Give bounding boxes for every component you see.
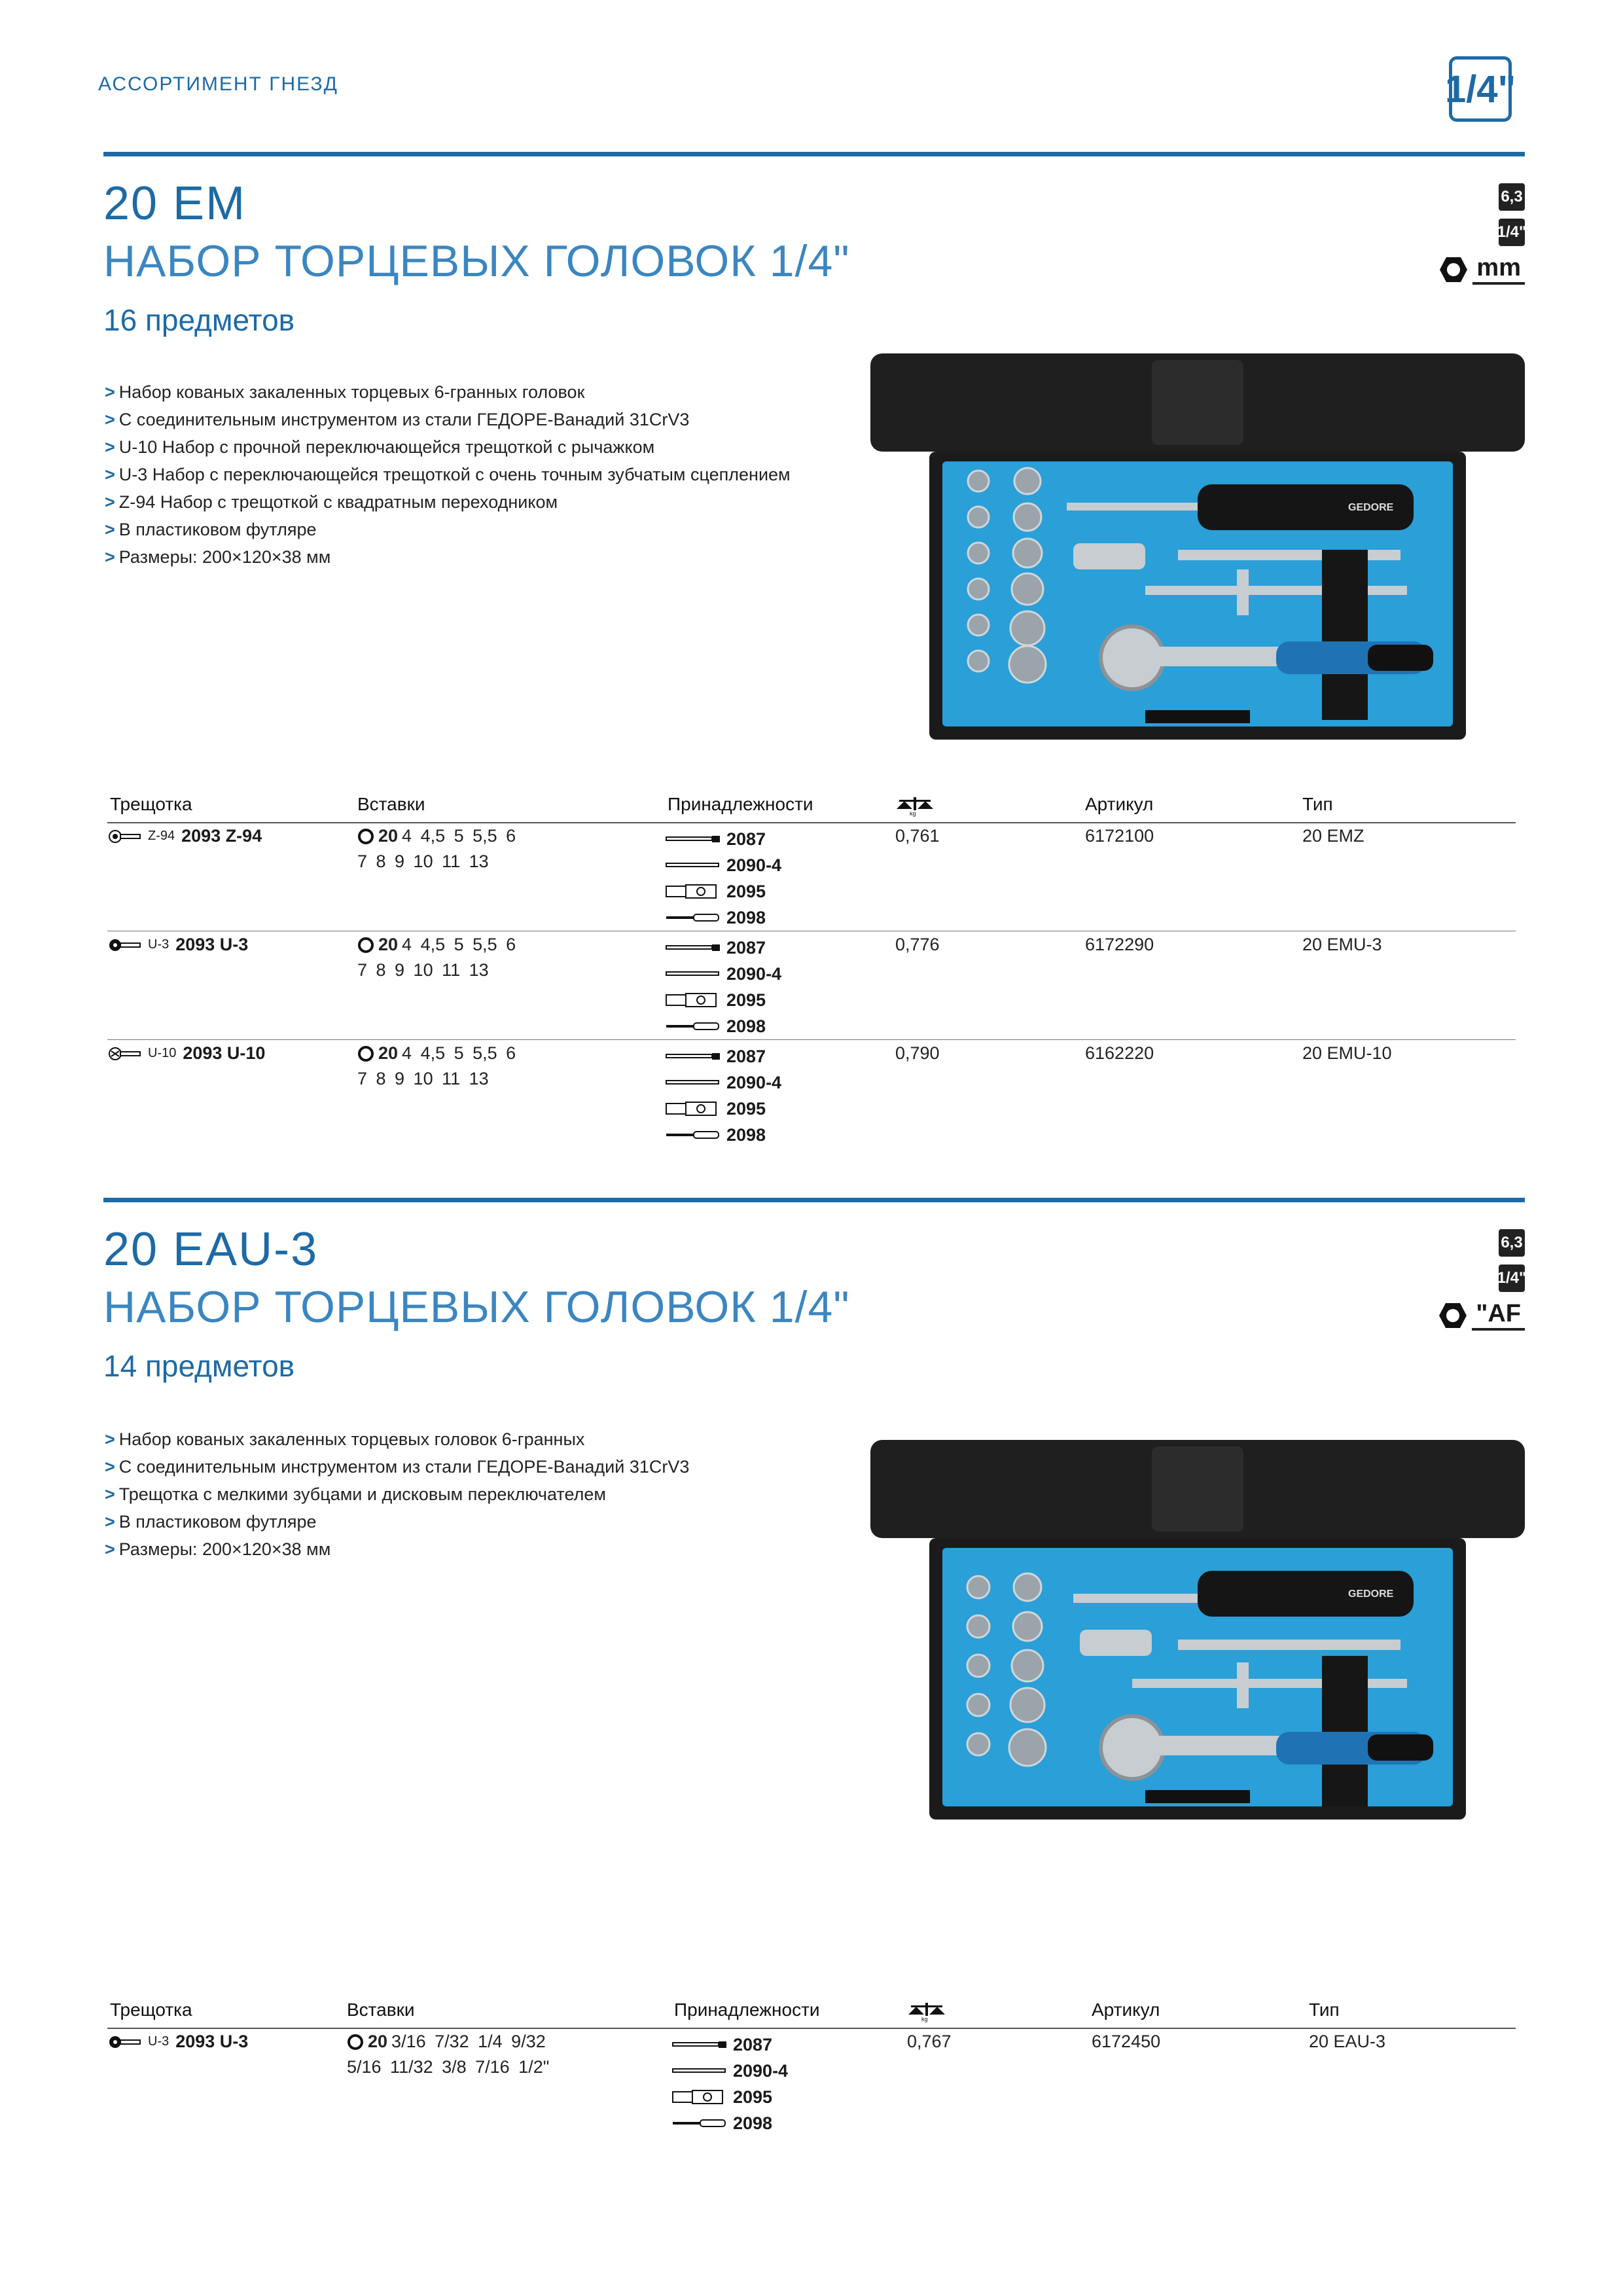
feature-item: > U-3 Набор с переключающейся трещоткой с очень точным зубчатым сцеплением	[105, 465, 791, 484]
col-accessories: Принадлежности	[674, 2000, 820, 2020]
col-type: Тип	[1309, 2000, 1340, 2020]
ratchet-icon	[109, 829, 141, 844]
drive-chip: 1/4"	[1499, 219, 1525, 246]
product-image-case	[870, 353, 1525, 740]
accessory-code: 2095	[726, 881, 766, 901]
table-header-rule	[107, 822, 1516, 823]
brand-text: GEDORE	[1348, 1588, 1394, 1600]
ratchet-icon	[109, 1046, 141, 1062]
col-accessories: Принадлежности	[668, 794, 813, 814]
inserts-sizes: 4 4,5 5 5,5 6	[402, 1043, 516, 1063]
accessory-code: 2087	[733, 2034, 773, 2054]
section-label: АССОРТИМЕНТ ГНЕЗД	[98, 73, 338, 95]
ratchet-model: 2093 Z-94	[181, 826, 262, 846]
accessory-code: 2095	[726, 1098, 766, 1119]
ratchet-model: 2093 U-10	[183, 1043, 266, 1063]
universal-joint-icon	[665, 1101, 721, 1117]
article-number: 6162220	[1085, 1043, 1154, 1063]
type-code: 20 EMU-10	[1302, 1043, 1392, 1063]
article-number: 6172450	[1092, 2032, 1161, 2051]
hex-icon	[1438, 1300, 1468, 1331]
weight-value: 0,767	[907, 2032, 952, 2051]
weight-value: 0,776	[895, 935, 940, 954]
extension-icon	[665, 1051, 721, 1062]
screwdriver-handle-icon	[665, 912, 721, 923]
screwdriver-handle-icon	[671, 2118, 728, 2128]
item-count: 16 предметов	[103, 303, 295, 337]
extension-icon	[665, 1077, 721, 1088]
universal-joint-icon	[671, 2089, 728, 2105]
ratchet-model: 2093 U-3	[175, 2032, 249, 2051]
col-article: Артикул	[1085, 794, 1154, 814]
col-inserts: Вставки	[357, 794, 425, 814]
accessory-code: 2095	[733, 2087, 773, 2107]
ratchet-icon	[109, 937, 141, 953]
drive-size-badge: 1/4"	[1449, 56, 1512, 122]
universal-joint-icon	[665, 884, 721, 899]
article-number: 6172100	[1085, 826, 1154, 846]
inserts-series: 20	[368, 2032, 388, 2051]
col-inserts: Вставки	[347, 2000, 415, 2020]
feature-item: > Размеры: 200×120×38 мм	[105, 547, 331, 567]
article-number: 6172290	[1085, 935, 1154, 954]
feature-item: > Набор кованых закаленных торцевых 6-гранных головок	[105, 382, 585, 402]
weight-scale-icon	[907, 2001, 946, 2022]
accessory-code: 2095	[726, 990, 766, 1010]
accessory-code: 2090-4	[726, 855, 782, 875]
screwdriver-handle-icon	[665, 1021, 721, 1031]
socket-icon	[357, 1045, 374, 1062]
weight-value: 0,790	[895, 1043, 940, 1063]
ratchet-tag: Z-94	[148, 829, 175, 843]
spec-badges	[1407, 1229, 1525, 1331]
accessory-code: 2087	[726, 829, 766, 849]
feature-list	[105, 378, 791, 571]
type-code: 20 EMU-3	[1302, 935, 1382, 954]
socket-icon	[357, 937, 374, 954]
unit-label: mm	[1472, 254, 1525, 285]
feature-item: > Набор кованых закаленных торцевых головок 6-гранных	[105, 1429, 585, 1449]
accessory-code: 2087	[726, 1046, 766, 1066]
feature-item: > С соединительным инструментом из стали ГЕДОРЕ-Ванадий 31CrV3	[105, 1457, 690, 1477]
extension-icon	[665, 860, 721, 870]
col-ratchet: Трещотка	[110, 2000, 192, 2020]
extension-icon	[665, 942, 721, 953]
section-divider	[103, 1198, 1525, 1202]
table-header-rule	[107, 2028, 1516, 2029]
col-article: Артикул	[1092, 2000, 1160, 2020]
inserts-series: 20	[378, 935, 399, 954]
spec-badges	[1407, 183, 1525, 285]
inserts-sizes: 3/16 7/32 1/4 9/32	[391, 2032, 546, 2051]
socket-icon	[347, 2034, 364, 2051]
accessory-code: 2090-4	[726, 1072, 782, 1092]
accessory-code: 2087	[726, 937, 766, 958]
ratchet-tag: U-10	[148, 1046, 177, 1060]
feature-item: > Трещотка с мелкими зубцами и дисковым переключателем	[105, 1484, 606, 1504]
section-divider	[103, 152, 1525, 156]
weight-value: 0,761	[895, 826, 940, 846]
feature-list	[105, 1426, 689, 1563]
universal-joint-icon	[665, 992, 721, 1008]
ratchet-model: 2093 U-3	[175, 935, 249, 954]
accessory-code: 2090-4	[733, 2060, 789, 2081]
accessory-code: 2098	[726, 907, 766, 927]
inserts-sizes: 4 4,5 5 5,5 6	[402, 826, 516, 846]
accessory-code: 2098	[726, 1124, 766, 1145]
unit-label: "AF	[1472, 1300, 1525, 1331]
type-code: 20 EAU-3	[1309, 2032, 1386, 2051]
weight-scale-icon	[895, 796, 935, 817]
screwdriver-handle-icon	[665, 1130, 721, 1140]
set-code: 20 EM	[103, 177, 247, 230]
type-code: 20 EMZ	[1302, 826, 1364, 846]
socket-icon	[357, 828, 374, 845]
svg-text:kg: kg	[921, 2016, 928, 2022]
inserts-sizes: 7 8 9 10 11 13	[357, 852, 489, 871]
ratchet-icon	[109, 2034, 141, 2050]
inserts-series: 20	[378, 826, 399, 846]
feature-item: > Z-94 Набор с трещоткой с квадратным переходником	[105, 492, 558, 512]
extension-icon	[671, 2039, 728, 2050]
inserts-sizes: 7 8 9 10 11 13	[357, 1069, 489, 1088]
ratchet-tag: U-3	[148, 937, 169, 952]
drive-chip: 1/4"	[1499, 1265, 1525, 1292]
set-code: 20 EAU-3	[103, 1223, 319, 1276]
extension-icon	[665, 969, 721, 979]
col-ratchet: Трещотка	[110, 794, 192, 814]
set-name: НАБОР ТОРЦЕВЫХ ГОЛОВОК 1/4"	[103, 236, 850, 286]
feature-item: > Размеры: 200×120×38 мм	[105, 1539, 331, 1559]
feature-item: > U-10 Набор с прочной переключающейся трещоткой с рычажком	[105, 437, 655, 457]
col-type: Тип	[1302, 794, 1333, 814]
set-name: НАБОР ТОРЦЕВЫХ ГОЛОВОК 1/4"	[103, 1282, 850, 1332]
accessory-code: 2098	[726, 1016, 766, 1036]
inserts-sizes: 7 8 9 10 11 13	[357, 960, 489, 980]
item-count: 14 предметов	[103, 1349, 295, 1383]
inserts-series: 20	[378, 1043, 399, 1063]
size-mm-chip: 6,3	[1499, 183, 1525, 211]
ratchet-tag: U-3	[148, 2034, 169, 2049]
product-image-case	[870, 1440, 1525, 1820]
accessory-code: 2090-4	[726, 963, 782, 984]
accessory-code: 2098	[733, 2113, 773, 2133]
inserts-sizes: 4 4,5 5 5,5 6	[402, 935, 516, 954]
feature-item: > В пластиковом футляре	[105, 1512, 317, 1532]
hex-icon	[1438, 255, 1469, 285]
brand-text: GEDORE	[1348, 502, 1394, 513]
inserts-sizes: 5/16 11/32 3/8 7/16 1/2"	[347, 2057, 550, 2077]
size-mm-chip: 6,3	[1499, 1229, 1525, 1257]
svg-text:kg: kg	[910, 810, 916, 817]
row-separator	[107, 1039, 1516, 1040]
feature-item: > В пластиковом футляре	[105, 520, 317, 539]
extension-icon	[665, 834, 721, 844]
feature-item: > С соединительным инструментом из стали ГЕДОРЕ-Ванадий 31CrV3	[105, 410, 690, 429]
extension-icon	[671, 2066, 728, 2076]
